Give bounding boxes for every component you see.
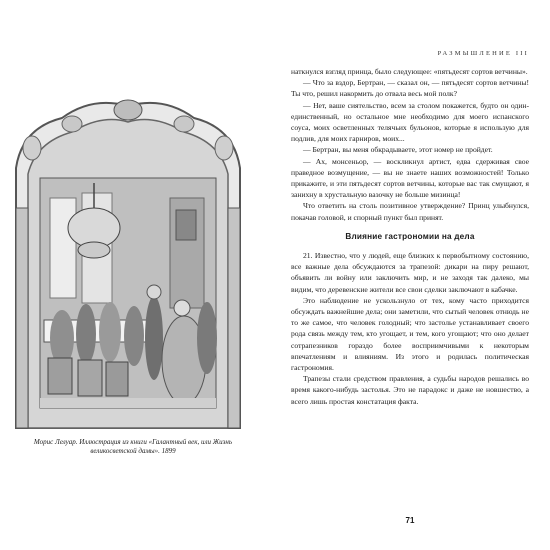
paragraph: Что ответить на столь позитивное утверждение? Принц улыбнулся, покачав головой, и спорный пункт был принят. bbox=[291, 201, 529, 222]
body-text bbox=[291, 66, 529, 407]
page-number: 71 bbox=[405, 516, 415, 525]
illustration-caption: Морис Лелуар. Иллюстрация из книги «Галантный век, или Жизнь великосветской дамы». 1899 bbox=[33, 438, 233, 455]
right-page bbox=[275, 0, 550, 550]
paragraph: Это наблюдение не ускользнуло от тех, кому часто приходится обсуждать важнейшие дела; они заметили, что сытый человек отнюдь не то же самое, что человек голодный; что застолье устанавливает своего рода связь между тем, кто угощает, и тем, кого угощают; что оно делает сотрапезников гораздо более восприимчивыми к некоторым впечатлениям и влияниям. Из этого и родилась политическая гастрономия. bbox=[291, 295, 529, 373]
paragraph: — Что за вздор, Бертран, — сказал он, — пятьдесят сортов ветчины! Ты что, решил накормить до отвала весь мой полк? bbox=[291, 78, 529, 99]
engraving-illustration bbox=[2, 88, 254, 433]
section-heading: Влияние гастрономии на дела bbox=[345, 231, 475, 241]
paragraph: — Ах, монсеньор, — воскликнул артист, едва сдерживая свое праведное возмущение, — вы не знаете наших возможностей! Только прикажите, и эти пятьдесят сортов ветчины, которые вас так смущают, я занихну в хрустальную вазочку не больше мизинца! bbox=[291, 156, 529, 200]
paragraph: наткнулся взгляд принца, было следующее: «пятьдесят сортов ветчины». bbox=[291, 67, 528, 76]
paragraph: — Нет, ваше сиятельство, всем за столом покажется, будто он один-единственный, но остальное мне необходимо для моего испанского соуса, моих осветленных телячьих бульонов, которые я использую для подлив, для моих гарниров, моих... bbox=[291, 100, 529, 144]
engraving-icon bbox=[2, 88, 254, 433]
running-head: РАЗМЫШЛЕНИЕ III bbox=[437, 50, 529, 57]
paragraph: — Бертран, вы меня обкрадываете, этот номер не пройдет. bbox=[303, 145, 493, 155]
paragraph: Трапезы стали средством правления, а судьбы народов решались во время какого-нибудь застолья. Это не парадокс и даже не новшество, а всего лишь простая констатация факта. bbox=[291, 374, 529, 406]
paragraph: 21. Известно, что у людей, еще близких к первобытному состоянию, все важные дела обсуждаются за трапезой: дикари на пиру решают, объявить ли войну или заключить мир, и не заходя так далеко, мы видим, что деревенские жители все свои сделки заключают в кабачке. bbox=[291, 251, 529, 294]
